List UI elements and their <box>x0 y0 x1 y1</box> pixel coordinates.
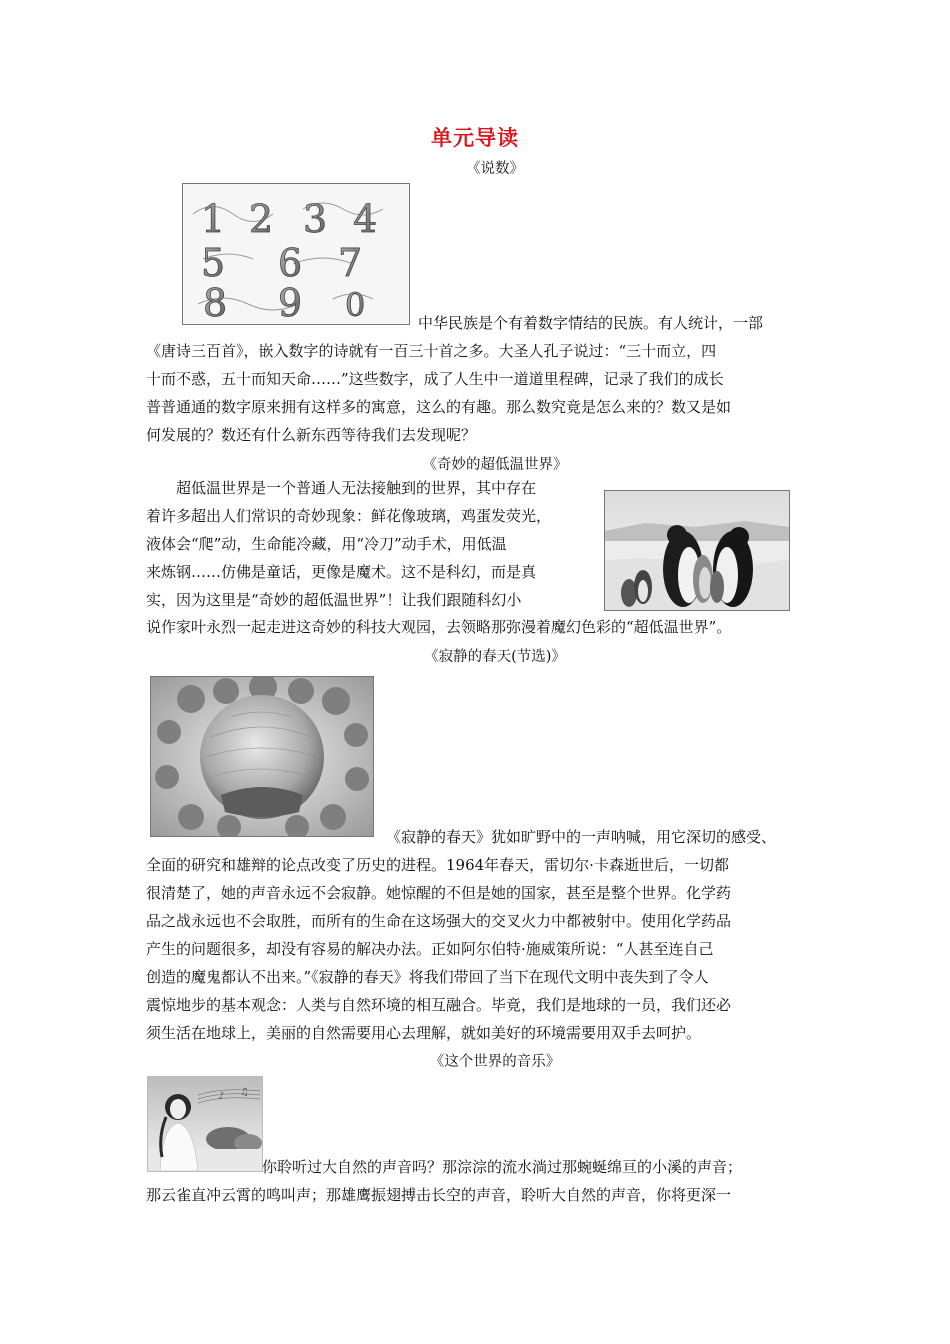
digit-mark: 2 <box>249 197 274 241</box>
digit-mark: 1 <box>201 197 226 241</box>
penguins-image <box>604 490 790 611</box>
paragraph-line: 《寂静的春天》犹如旷野中的一声呐喊，用它深切的感受、 <box>386 828 777 846</box>
digit-mark: 5 <box>201 241 226 285</box>
section-heading-ji-jing-de-chun-tian: 《寂静的春天(节选)》 <box>424 649 566 665</box>
digit-mark: 9 <box>278 281 303 324</box>
numbers-image <box>182 183 410 325</box>
paragraph-line: 产生的问题很多，却没有容易的解决办法。正如阿尔伯特·施威策所说：“人甚至连自己 <box>146 940 714 958</box>
girl-music-image <box>147 1076 263 1172</box>
digit-mark: 6 <box>278 241 303 285</box>
page-title: 单元导读 <box>431 126 519 150</box>
paragraph-line: 液体会“爬”动，生命能冷藏，用“冷刀”动手术，用低温 <box>146 535 507 553</box>
digit-mark: 0 <box>345 286 366 324</box>
paragraph-line: 创造的魔鬼都认不出来。”《寂静的春天》将我们带回了当下在现代文明中丧失到了令人 <box>146 968 709 986</box>
paragraph-line: 须生活在地球上，美丽的自然需要用心去理解，就如美好的环境需要用双手去呵护。 <box>146 1024 702 1042</box>
paragraph-line: 十而不惑，五十而知天命……”这些数字，成了人生中一道道里程碑，记录了我们的成长 <box>146 370 724 388</box>
earth-trees-image <box>150 676 374 837</box>
paragraph-line: 你聆听过大自然的声音吗？那淙淙的流水淌过那蜿蜒绵亘的小溪的声音； <box>262 1158 743 1176</box>
paragraph-line: 何发展的？数还有什么新东西等待我们去发现呢？ <box>146 426 477 444</box>
paragraph-line: 震惊地步的基本观念：人类与自然环境的相互融合。毕竟，我们是地球的一员，我们还必 <box>146 996 732 1014</box>
paragraph-line: 实，因为这里是“奇妙的超低温世界”！让我们跟随科幻小 <box>146 591 522 609</box>
section-heading-shi-jie-de-yin-yue: 《这个世界的音乐》 <box>429 1054 561 1070</box>
section-heading-shuo-shu: 《说数》 <box>466 161 524 177</box>
paragraph-line: 中华民族是个有着数字情结的民族。有人统计，一部 <box>418 314 764 332</box>
paragraph-line: 着许多超出人们常识的奇妙现象：鲜花像玻璃，鸡蛋发荧光， <box>146 507 552 525</box>
paragraph-line: 全面的研究和雄辩的论点改变了历史的进程。1964年春天，雷切尔·卡森逝世后，一切都 <box>146 856 729 874</box>
paragraph-line: 很清楚了，她的声音永远不会寂静。她惊醒的不但是她的国家，甚至是整个世界。化学药 <box>146 884 732 902</box>
paragraph-line: 品之战永远也不会取胜，而所有的生命在这场强大的交叉火力中都被射中。使用化学药品 <box>146 912 732 930</box>
digit-mark: 7 <box>338 241 363 285</box>
digit-mark: 4 <box>353 197 378 241</box>
paragraph-line: 那云雀直冲云霄的鸣叫声；那雄鹰振翅搏击长空的声音，聆听大自然的声音，你将更深一 <box>146 1186 732 1204</box>
svg-text:♫: ♫ <box>240 1087 249 1098</box>
svg-text:♪: ♪ <box>218 1091 225 1102</box>
paragraph-line: 来炼钢……仿佛是童话，更像是魔术。这不是科幻，而是真 <box>146 563 537 581</box>
paragraph-line: 《唐诗三百首》，嵌入数字的诗就有一百三十首之多。大圣人孔子说过：“三十而立，四 <box>146 342 717 360</box>
paragraph-line: 超低温世界是一个普通人无法接触到的世界，其中存在 <box>176 479 537 497</box>
digit-mark: 8 <box>203 281 228 324</box>
digit-mark: 3 <box>303 197 328 241</box>
paragraph-line: 说作家叶永烈一起走进这奇妙的科技大观园，去领略那弥漫着魔幻色彩的“超低温世界”。 <box>146 618 732 636</box>
paragraph-line: 普普通通的数字原来拥有这样多的寓意，这么的有趣。那么数究竟是怎么来的？数又是如 <box>146 398 732 416</box>
section-heading-chao-di-wen: 《奇妙的超低温世界》 <box>422 457 568 473</box>
